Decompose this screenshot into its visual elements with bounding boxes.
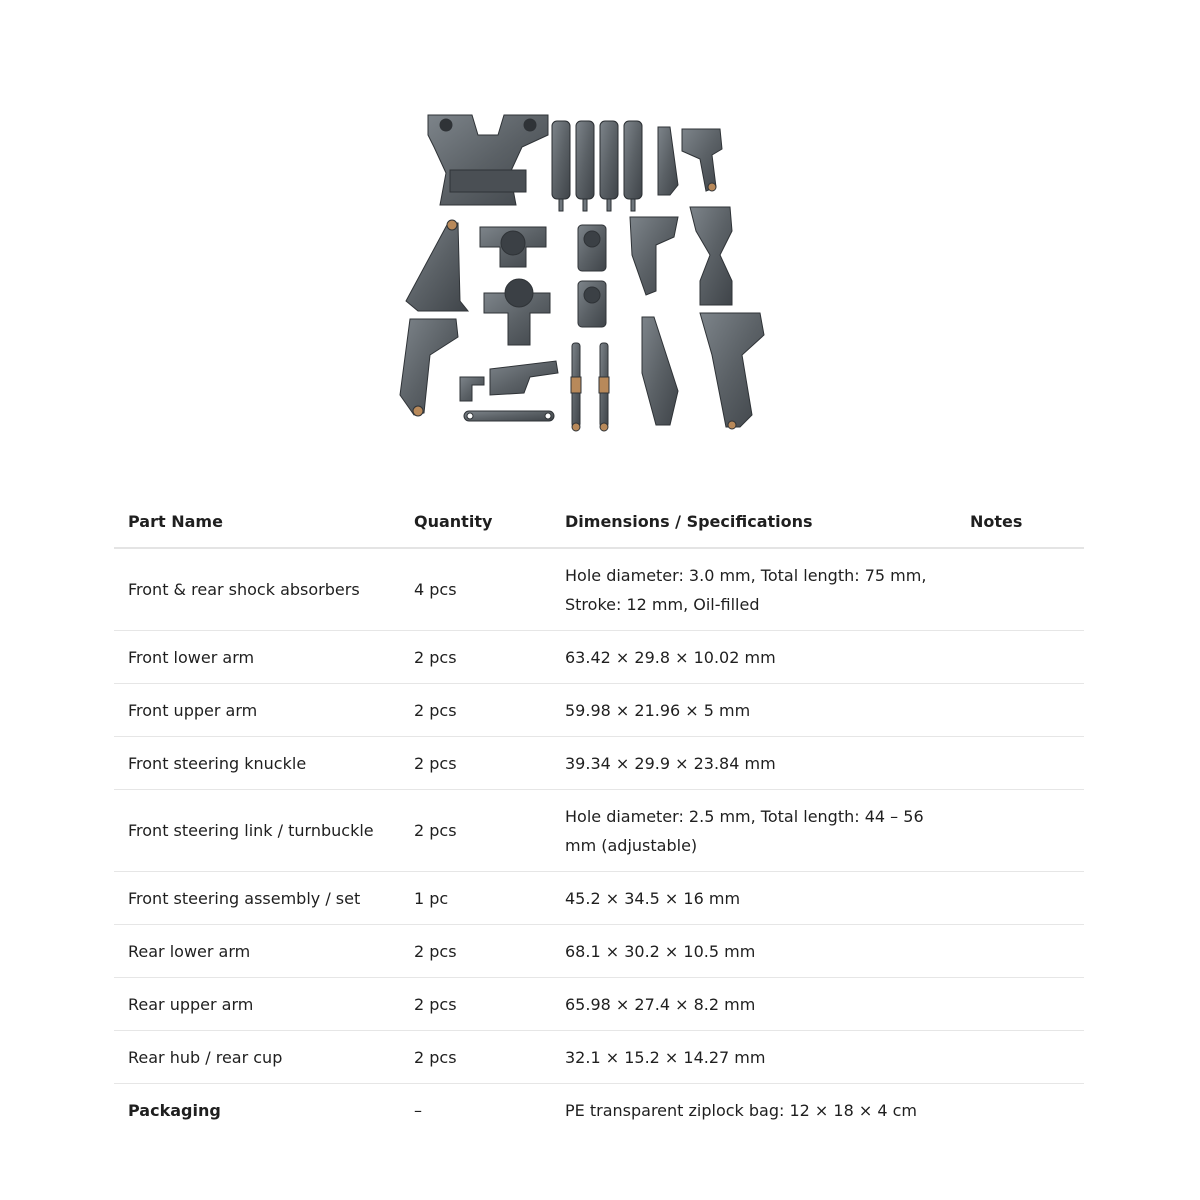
table-row — [114, 1084, 1084, 1136]
rear-upper-arms — [630, 217, 678, 425]
specification: 39.34 × 29.9 × 23.84 mm — [565, 753, 776, 773]
rear-hubs — [578, 225, 606, 327]
header-notes: Notes — [970, 511, 1023, 531]
part-name: Rear upper arm — [128, 994, 254, 1014]
quantity: 2 pcs — [414, 821, 457, 840]
part-name: Front steering link / turnbuckle — [128, 821, 374, 840]
specifications-table — [114, 495, 1084, 1136]
front-upper-arms — [658, 127, 722, 195]
table-row — [114, 1031, 1084, 1084]
specification: 63.42 × 29.8 × 10.02 mm — [565, 647, 776, 667]
header-part-name: Part Name — [128, 511, 223, 531]
steering-knuckles — [480, 227, 550, 345]
steering-assembly — [460, 361, 558, 421]
product-photo — [360, 55, 800, 485]
part-name: Packaging — [128, 1100, 221, 1120]
table-row — [114, 737, 1084, 790]
shock-tower — [428, 115, 548, 205]
rear-lower-arms — [690, 207, 764, 429]
table-header — [114, 495, 1084, 549]
table-row — [114, 978, 1084, 1031]
quantity: 2 pcs — [414, 647, 457, 667]
part-name: Front steering assembly / set — [128, 888, 361, 908]
part-name: Rear hub / rear cup — [128, 1047, 283, 1067]
header-quantity: Quantity — [414, 511, 493, 531]
quantity: 2 pcs — [414, 941, 457, 961]
table-row — [114, 631, 1084, 684]
specification: 59.98 × 21.96 × 5 mm — [565, 700, 751, 720]
specification: Hole diameter: 2.5 mm, Total length: 44 – 56 mm (adjustable) — [565, 806, 924, 855]
part-name: Front lower arm — [128, 647, 255, 667]
quantity: – — [414, 1100, 422, 1120]
specification: 68.1 × 30.2 × 10.5 mm — [565, 941, 756, 961]
part-name: Front steering knuckle — [128, 753, 307, 773]
quantity: 2 pcs — [414, 1047, 457, 1067]
quantity: 1 pc — [414, 888, 449, 908]
quantity: 4 pcs — [414, 580, 457, 599]
specification: 45.2 × 34.5 × 16 mm — [565, 888, 741, 908]
specification: Hole diameter: 3.0 mm, Total length: 75 mm, Stroke: 12 mm, Oil-filled — [565, 565, 927, 614]
table-row — [114, 925, 1084, 978]
table-row — [114, 684, 1084, 737]
part-name: Rear lower arm — [128, 941, 251, 961]
quantity: 2 pcs — [414, 994, 457, 1014]
steering-links — [571, 343, 609, 431]
front-lower-arms — [400, 220, 468, 416]
part-name: Front upper arm — [128, 700, 258, 720]
quantity: 2 pcs — [414, 700, 457, 720]
specification: PE transparent ziplock bag: 12 × 18 × 4 cm — [565, 1100, 918, 1120]
shock-absorbers — [552, 121, 642, 211]
table-row — [114, 549, 1084, 631]
header-dimensions: Dimensions / Specifications — [565, 511, 813, 531]
table-row — [114, 872, 1084, 925]
quantity: 2 pcs — [414, 753, 457, 773]
table-row — [114, 790, 1084, 872]
specification: 65.98 × 27.4 × 8.2 mm — [565, 994, 756, 1014]
specification: 32.1 × 15.2 × 14.27 mm — [565, 1047, 766, 1067]
part-name: Front & rear shock absorbers — [128, 580, 360, 599]
